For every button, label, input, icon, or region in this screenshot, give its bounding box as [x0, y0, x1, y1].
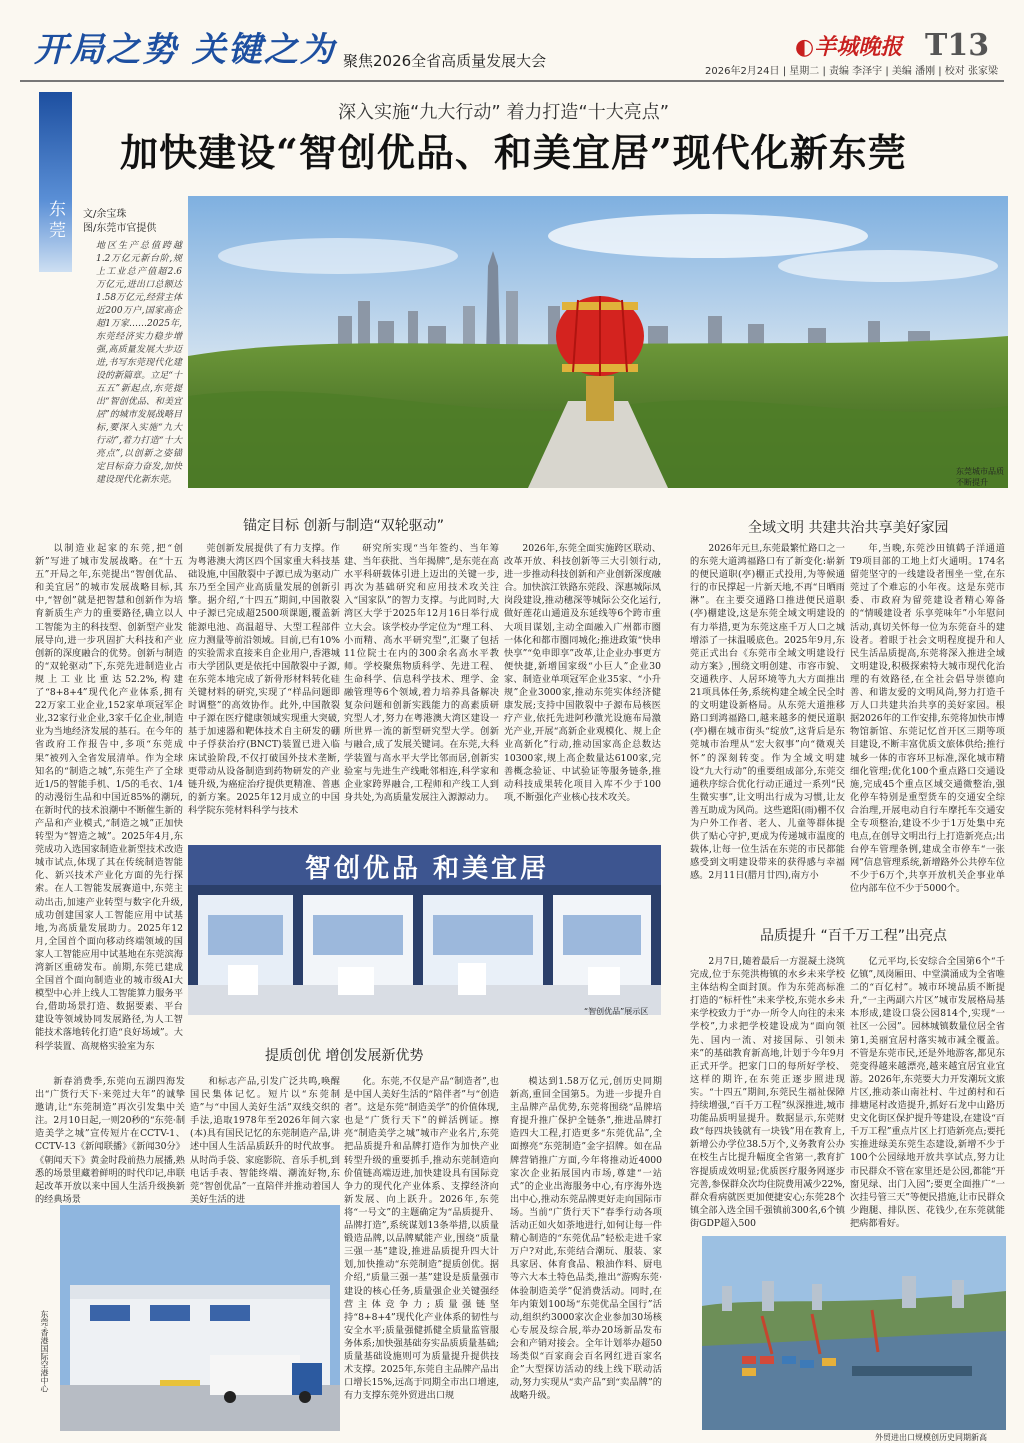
- calligraphy-title: 开局之势 关键之为: [34, 30, 336, 70]
- newspaper-logo[interactable]: [795, 30, 902, 61]
- hero-photo: [188, 196, 1008, 488]
- section-2-title: 全域文明 共建共治共享美好家园: [748, 520, 949, 536]
- exhibition-sign: 智创优品 和美宜居: [305, 854, 550, 884]
- newspaper-logo-text: 羊城晚报: [814, 34, 903, 60]
- page-number: T13: [925, 28, 990, 63]
- hero-caption: 东莞城市品质不断提升: [956, 467, 1004, 487]
- column-7: 2月7日,随着最后一方混凝土浇筑完成,位于东莞洪梅镇的水乡未来学校主体结构全面封顶。作为东莞高标准打造的“标杆性”未来学校,东莞水乡未来学校致力于“办一所令人向往的未来学校”,力求把学校建设成为“面向领先、国内一流、对接国际、引领未来”的基础教育新高地,计划于今年9月正式开学。把家门口的每所好学校、这样的期许,在东莞正逐步照进现实。“十四五”期间,东莞民生福祉保障持续增强,“百千万工程”纵深推进,城市功能品质明显提升。数据显示,东莞财政“每四块钱就有一块钱”用在教育上,新增公办学位38.5万个,义务教育公办在校生占比提升幅度全省第一,教育扩容提质成效明显;优质医疗服务网逐步完善,参保群众次均住院费用减少22%,群众看病就医更加便捷安心;东莞28个镇全部入选全国千强镇前300名,6个镇街GDP超入500: [690, 956, 845, 1229]
- exhibition-caption: “智创优品”展示区: [584, 1007, 649, 1016]
- column-12: 模达到1.58万亿元,创历史同期新高,重回全国第5。为进一步提升自主品牌产品优势,东莞将围绕“品牌培育提升推广保护全链条”,推进品牌打造四大工程,打造更多“东莞优品”,全面擦亮“东莞制造”金字招牌。如在品牌营销推广方面,今年将推动近4000家次企业拓展国内市场,尊建“一站式”的企业出海服务中心,有序海外选出中心,推动东莞品牌更好走向国际市场。当前“广货行天下”春季行动各项活动正如火如荼地进行,如何让每一件精心制造的“东莞优品”轻松走进千家万户?对此,东莞结合潮玩、服装、家具家居、体育食品、粮油作料、厨电等六大本土特色品类,推出“游购东莞·体验制造美学”促消费活动。同时,在年内策划100场“东莞优品全国行”活动,组织约3000家次企业参加30场核心专展及综合展,举办20场新品发布会和产销对接会。全年计划举办超50场类似“百家商会百名网红进百家名企”大型探访活动的线上线下联动活动,努力实现从“卖产品”到“卖品牌”的战略升级。: [510, 1076, 662, 1402]
- header-rule: [20, 80, 1004, 82]
- section-4-title: 提质创优 增创发展新优势: [265, 1048, 424, 1064]
- column-6: 年,当晚,东莞沙田镇鹤子洋通道T9项目部的工地上灯火通明。174名留莞坚守的一线建设者围坐一堂,在东莞过了个难忘的小年夜。这是东莞市委、市政府为留莞建设者精心筹备的“情暖建设者 乐享莞味年”小年慰问活动,真切关怀每一位为东莞奋斗的建设者。着眼于社会文明程度提升和人民生活品质提高,东莞将深入推进全域文明建设,积极探索特大城市现代化治理的有效路径,在全社会倡导崇德向善、和谐友爱的文明风尚,努力打造千万人口共建共治共享的美好家园。根据2026年的工作安排,东莞将加快市博物馆新馆、东莞记忆首开区三期等项目建设,不断丰富优质文旅体供给;推行城乡一体的市容环卫标准,深化城市精细化管理;优化100个重点路口交通设施,完成45个重点区域交通微整治,强化停车特别是重型货车的交通安全综合治理,开展电动自行车摩托车交通安全专项整治,建设不少于1万处集中充电点,在创导文明出行上打造新亮点;出台停车管理条例,建成全市停车“一张网”信息管理系统,新增路外公共停车位不少于6万个,共享开放机关企事业单位内部车位不少于5000个。: [850, 543, 1005, 895]
- column-11: 化。东莞,不仅是产品“制造者”,也是中国人美好生活的“陪伴者”与“创造者”。这是东莞“制造美学”的价值体现,也是“广货行天下”的鲜活例证。擦亮“制造美学之城”城市产业名片,东莞把品质提升和品牌打造作为加快产业转型升级的重要抓手,推动东莞制造向价值链高端迈进,加快建设具有国际竞争力的现代化产业体系、支撑经济向新发展、向上跃升。2026年,东莞将“一号文”的主题确定为“品质提升、品牌打造”,系统谋划13条举措,以质量锻造品牌,以品牌赋能产业,围绕“质量三强一基”建设,推进品质提升四大计划,加快推动“东莞制造”提质创优。据介绍,“质量三强一基”建设是质量强市建设的核心任务,质量强企业关键强经营主体竞争力;质量强链坚持“8+8+4”现代化产业体系的韧性与安全水平;质量强健抓健全质量监管服务体系;加快强基础夯实品质质量基础;质量基础设施则可为质量提升提供技术支撑。2025年,东莞自主品牌产品出口增长15%,远高于同期全市出口增速,有力支撑东莞外贸进出口规: [344, 1076, 499, 1402]
- port-photo-art: [60, 1205, 340, 1431]
- column-5: 2026年元旦,东莞最繁忙路口之一的东莞大道鸿福路口有了新变化:崭新的便民道职(亭)棚正式投用,为等候通行的市民撑起一片新天地,不再“日晒雨淋”。在主要交通路口推进便民道职(亭)棚建设,这是东莞全域文明建设的有力举措,更为东莞这座千万人口之城增添了一抹温暖底色。2025年9月,东莞正式出台《东莞市全域文明建设行动方案》,围绕文明创建、市容市貌、交通秩序、人居环境等九大方面推出21项具体任务,系统构建全域全民全时的文明建设新格局。从东莞大道推移路口到鸿福路口,越来越多的便民道职(亭)棚在城市街头“绽放”,这背后是东莞城市治理从“宏大叙事”向“微观关怀”的深刻转变。作为全域文明建设“九大行动”的重要组成部分,东莞交通秩序综合优化行动正通过一系列“民生微实事”,让文明出行成为习惯,让友善互助成为风尚。这些遮阳(雨)棚不仅为户外工作者、老人、儿童等群体提供了贴心守护,更成为传递城市温度的载体,让每一位生活在东莞的市民都能感受到文明建设带来的获得感与幸福感。2月11日(腊月廿四),南方小: [690, 543, 845, 882]
- article-lead: 地区生产总值跨越1.2万亿元新台阶,规上工业总产值超2.6万亿元,进出口总额达1.58万亿元,经营主体近200万户,国家高企超1万家……2025年,东莞经济实力稳步增强,高质量发展大步迈进,书写东莞现代化建设的新篇章。立足“十五五”新起点,东莞提出“智创优品、和美宜居”的城市发展战略目标,要深入实施“九大行动”,着力打造“十大亮点”,以创新之姿锚定目标奋力奋发,加快建设现代化新东莞。: [96, 241, 182, 485]
- newspaper-logo-mark-icon: ◐: [795, 34, 815, 60]
- port-photo: [60, 1205, 340, 1431]
- column-2: 莞创新发展提供了有力支撑。作为粤港澳大湾区四个国家重大科技基础设施,中国散裂中子源已成为驱动广东乃至全国产业高质量发展的创新引擎。据介绍,“十四五”期间,中国散裂中子源已完成超2500项课题,覆盖新能源电池、高温超导、大型工程部件应力测量等前沿领域。目前,已有10%的实验需求直接来自企业用户,香港城市大学团队更是依托中国散裂中子源,在东莞本地完成了新骨形材料转化硅关键材料的研究,实现了“样品问题即时调整”的高效协作。此外,中国散裂中子源在医疗健康领域实现重大突破,基于加速器和靶体技术自主研发的硼中子俘获治疗(BNCT)装置已进入临床试验阶段,不仅打破国外技术垄断,更带动从设备制造到药物研发的产业链升级,为癌症治疗提供更精准、普惠的新方案。2025年12月成立的中国科学院东莞材料科学与技术: [188, 543, 340, 816]
- waterfront-photo: [702, 1236, 1006, 1430]
- column-4: 2026年,东莞全面实施跨区联动、改革开放、科技创新等三大引领行动,进一步推动科技创新和产业创新深度融合。加快滨江铁路东莞段、深惠城际凤岗段建设,推动穗深等城际公交化运行,做好莲花山通道及东延线等6个跨市重大项目谋划,主动全面融入广州都市圈一体化和都市圈同城化;推进政策“快串快享”“免申即享”改革,让企业办事更方便快捷,新增国家级“小巨人”企业30家、制造业单项冠军企业35家、“小升规”企业3000家,推动东莞实体经济健康发展;支持中国散裂中子源布局核医疗产业,依托先进阿秒激光设施布局激光产业,开展“高新企业观模化、规上企业高新化”行动,推动国家高企总数达10300家,规上高企数量达6100家,完善概念验证、中试验证等服务链条,推动科技成果转化项目入库不少于100项,不断强化产业核心技术攻关。: [504, 543, 661, 803]
- section-1-title: 锚定目标 创新与制造“双轮驱动”: [243, 518, 444, 534]
- article-byline: [83, 208, 156, 236]
- waterfront-photo-art: [702, 1236, 1006, 1430]
- series-title: 聚焦2026全省高质量发展大会: [343, 52, 547, 70]
- page-meta: 2026年2月24日 | 星期二 | 责编 李泽宇 | 美编 潘刚 | 校对 张家梁: [705, 66, 998, 77]
- hero-photo-art: [188, 196, 1008, 488]
- byline-author: 文/余宝珠: [83, 209, 127, 220]
- sidebar-bar: [39, 92, 72, 272]
- article-subheadline: 深入实施“九大行动” 着力打造“十大亮点”: [338, 102, 670, 123]
- column-8: 亿元平均,长安综合全国第6个“千亿镇”,凤岗厢田、中堂潢涌成为全省唯二的“百亿村”。城市环境品质不断提升,“一主两副六片区”城市发展格局基本形成,建设口袋公园814个,实现“一社区一公园”。园林城镇数量位居全省第1,美丽宜居村落实城市减全覆盖。不管是东莞市民,还是外地游客,都见东莞变得越来越漂亮,越来越宜居宜业宜游。2026年,东莞要大力开发潮玩文旅片区,推动茶山南社村、牛过蓢村和石排塘尾村改造提升,抓好石龙中山路历史文化街区保护提升等建设,在建设“百千万工程”重点片区上打造新亮点;要托实推进绿美东莞生态建设,新增不少于100个公园绿地开放共享试点,努力让市民群众不管在家里还是公园,都能“开窗见绿、出门入园”;要更全面推广“一次挂号管三天”等便民措施,让市民群众少跑腿、排队医、花钱少,在东莞就能把病都看好。: [850, 956, 1005, 1229]
- waterfront-caption: 外贸进出口规模创历史同期新高: [875, 1433, 987, 1442]
- column-10: 和标志产品,引发广泛共鸣,唤醒国民集体记忆。短片以“东莞制造”与“中国人美好生活”双线交织的手法,追取1978年至2026年间六家(本)具有国民记忆的东莞制造产品,讲述中国人生活品质跃升的时代故事。从时尚手袋、家庭影院、音乐手机,到电话手表、智能终端、潮流好物,东莞“智创优品”一直陪伴并推动着国人美好生活的进: [190, 1076, 340, 1205]
- column-1: 以制造业起家的东莞,把“创新”写进了城市发展战略。在“十五五”开局之年,东莞提出“智创优品、和美宜居”的城市发展战略目标,其中,“智创”就是把智慧和创新作为培育新质生产力的重要路径,确立以人工智能为主的科技型、创新型产业发展导向,进一步巩固扩大科技和产业创新的深度融合的优势。创新与制造的“双轮驱动”下,东莞先进制造业占规上工业比重达52.2%,构建了“8+8+4”现代化产业体系,拥有22万家工业企业,152家单项冠军企业,32家行业企业,3家千亿企业,制造业为当地经济发展的基石。在今年的省政府工作报告中,多项“东莞成果”被列入全省发展清单。作为全球知名的“制造之城”,东莞生产了全球近1/5的智能手机、1/5的毛衣、1/4的动漫衍生品和中国近85%的潮玩,在新时代的技术浪潮中不断催生新的产品和产业模式,“制造之城”正加快转型为“智造之城”。2025年4月,东莞成功入选国家制造业新型技术改造城市试点,体现了其在传统制造智能化、新兴技术产业化方面的先行探索。在人工智能发展赛道中,东莞主动出击,加速产业转型与数字化升级,成功创建国家人工智能应用中试基地,为高质量发展助力。2025年12月,全国首个面向移动终端领域的国家人工智能应用中试基地在东莞滨海湾新区重磅发布。前期,东莞已建成全国首个面向制造业的城市级AI大模型中心并上线人工智能算力服务平台,借助场景打造、数据要素、平台建设等领域协同发展路径,为人工智能技术落地转化打造“良好场域”。大科学装置、高规格实验室为东: [35, 543, 183, 1052]
- column-9: 新春消费季,东莞向五湖四海发出“广货行天下·来莞过大年”的诚挚邀请,让“东莞制造”再次引发集中关注。2月10日起,一则20秒的“东莞·制造美学之城”宣传短片在CCTV-1、CCTV-13《新闻联播》《新闻30分》《朝闻天下》黄金时段前热力展播,熟悉的场景里藏着鲜明的时代印记,串联起改革开放以来中国人生活升级换新的经典场景: [35, 1076, 186, 1205]
- column-3: 研究所实现“当年签约、当年筹建、当年获批、当年揭牌”,是东莞在高水平科研载体引进上迈出的关键一步,再次为基础研究和应用技术攻关注入“国家队”的智力支撑。与此同时,大湾区大学于2025年12月16日举行成立大会。该学校办学定位为“理工科、小而精、高水平研究型”,汇聚了包括11位院士在内的300余名高水平教师。学校聚焦物质科学、先进工程、生命科学、信息科学技术、理学、金融管理等6个领域,着力培养具备解决复杂问题和创新实践能力的高素质研究型人才,努力在粤港澳大湾区建设一所世界一流的新型研究型大学。创新与融合,成了发展关键词。在东莞,大科学装置与高水平大学比邻而居,创新实验室与先进生产线毗邻相连,科学家和企业家跨界融合,工程师和产线工人到身共处,为高质量发展注入源源动力。: [344, 543, 499, 803]
- section-3-title: 品质提升 “百千万工程”出亮点: [760, 928, 947, 944]
- byline-photo: 图/东莞市官提供: [83, 223, 157, 234]
- article-headline: 加快建设“智创优品、和美宜居”现代化新东莞: [120, 130, 907, 175]
- port-caption: 东莞·香港国际空港中心: [40, 1310, 49, 1393]
- sidebar-label: 东莞: [45, 200, 65, 242]
